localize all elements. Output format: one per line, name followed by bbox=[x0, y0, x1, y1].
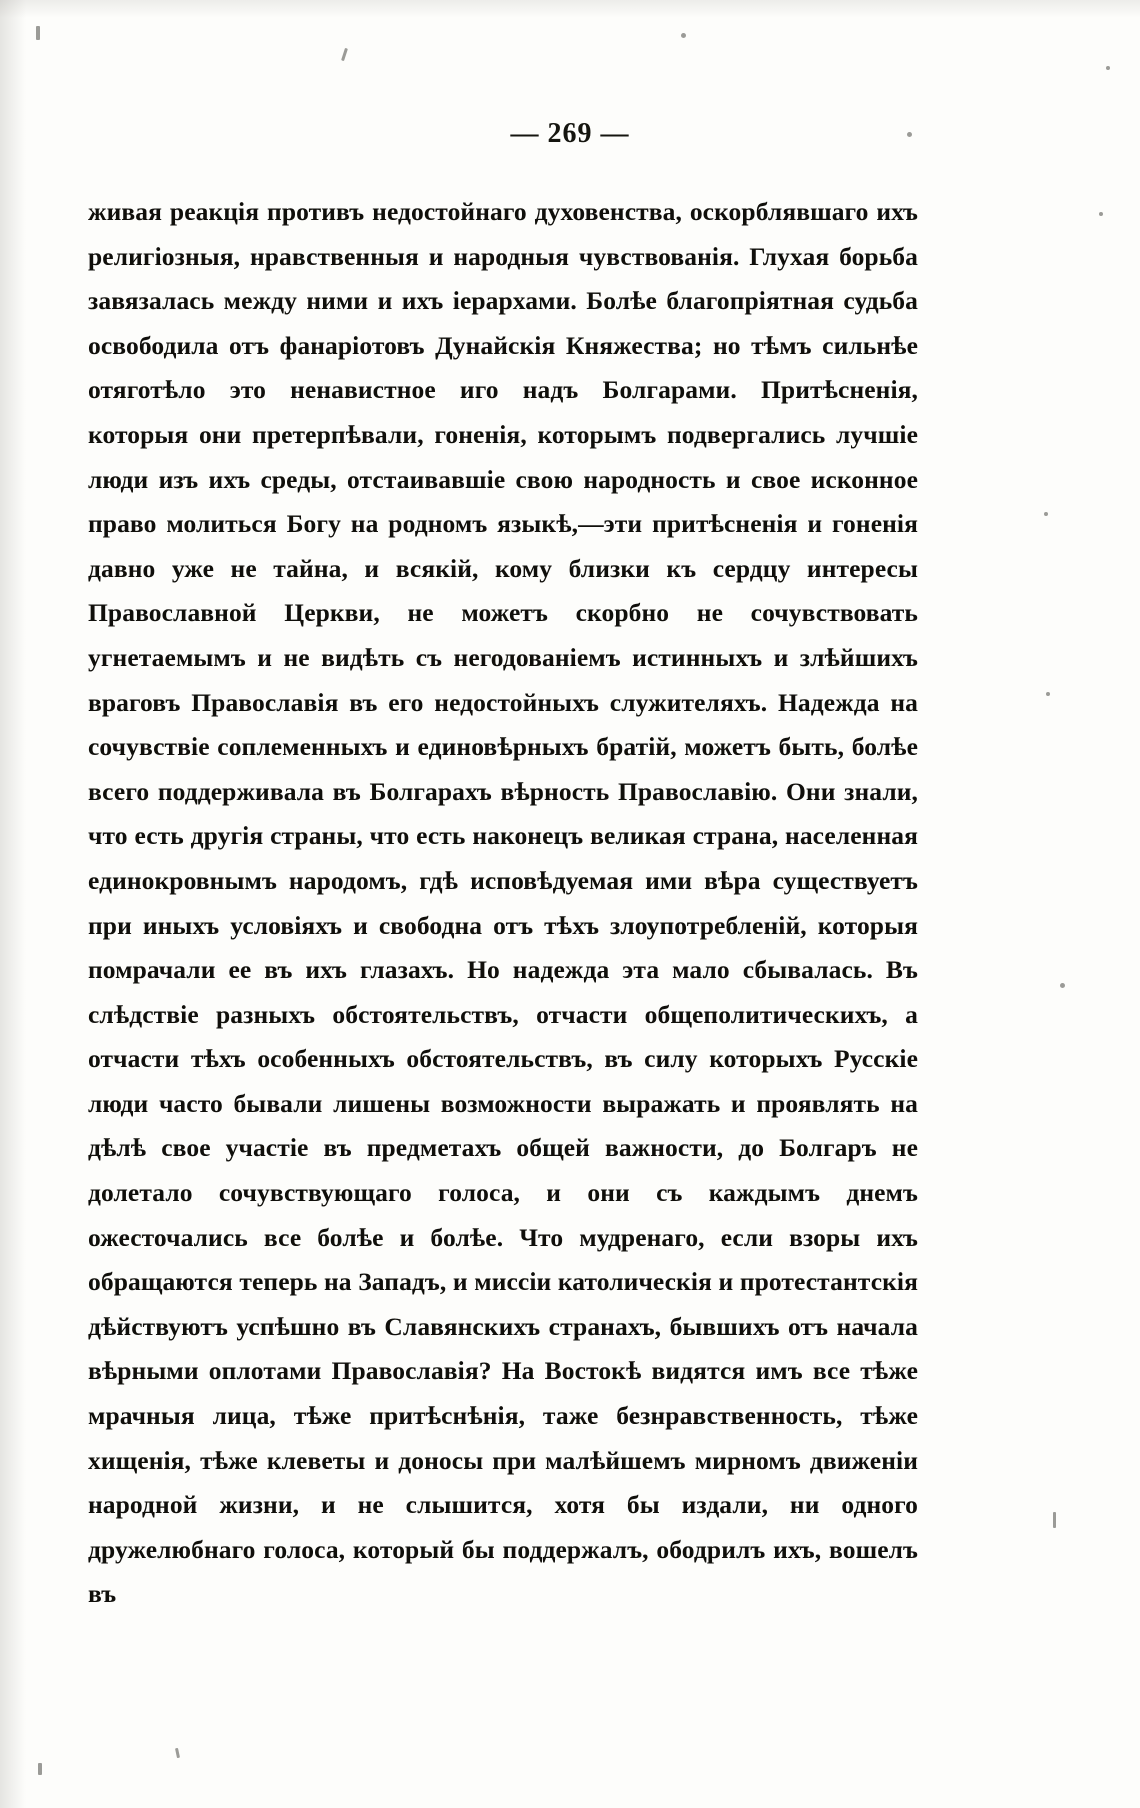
page-body-text bbox=[88, 190, 918, 1617]
scan-speck bbox=[1053, 1512, 1056, 1528]
page-edge-shading-left bbox=[0, 0, 26, 1808]
scan-speck bbox=[1044, 512, 1048, 516]
body-paragraph: живая реакція противъ недостойнаго духовенства, оскорблявшаго ихъ религіозныя, нравственныя и народныя чувствованія. Глухая борьба завязалась между ними и ихъ іерархами. Болѣе благопріятная судьба освободила отъ фанаріотовъ Дунайскія Княжества; но тѣмъ сильнѣе отяготѣло это ненавистное иго надъ Болгарами. Притѣсненія, которыя они претерпѣвали, гоненія, которымъ подвергались лучшіе люди изъ ихъ среды, отстаивавшіе свою народность и свое исконное право молиться Богу на родномъ языкѣ,—эти притѣсненія и гоненія давно уже не тайна, и всякій, кому близки къ сердцу интересы Православной Церкви, не можетъ скорбно не сочувствовать угнетаемымъ и не видѣть съ негодованіемъ истинныхъ и злѣйшихъ враговъ Православія въ его недостойныхъ служителяхъ. Надежда на сочувствіе соплеменныхъ и единовѣрныхъ братій, можетъ быть, болѣе всего поддерживала въ Болгарахъ вѣрность Православію. Они знали, что есть другія страны, что есть наконецъ великая страна, населенная единокровнымъ народомъ, гдѣ исповѣдуемая ими вѣра существуетъ при иныхъ условіяхъ и свободна отъ тѣхъ злоупотребленій, которыя помрачали ее въ ихъ глазахъ. Но надежда эта мало сбывалась. Въ слѣдствіе разныхъ обстоятельствъ, отчасти общеполитическихъ, а отчасти тѣхъ особенныхъ обстоятельствъ, въ силу которыхъ Русскіе люди часто бывали лишены возможности выражать и проявлять на дѣлѣ свое участіе въ предметахъ общей важности, до Болгаръ не долетало сочувствующаго голоса, и они съ каждымъ днемъ ожесточались все болѣе и болѣе. Что мудренаго, если взоры ихъ обращаются теперь на Западъ, и миссіи католическія и протестантскія дѣйствуютъ успѣшно въ Славянскихъ странахъ, бывшихъ отъ начала вѣрными оплотами Православія? На Востокѣ видятся имъ все тѣже мрачныя лица, тѣже притѣснѣнія, таже безнравственность, тѣже хищенія, тѣже клеветы и доносы при малѣйшемъ мирномъ движеніи народной жизни, и не слышится, хотя бы издали, ни одного дружелюбнаго голоса, который бы поддержалъ, ободрилъ ихъ, вошелъ въ bbox=[88, 197, 918, 1609]
scan-speck bbox=[1046, 692, 1050, 696]
scan-speck bbox=[1099, 212, 1103, 216]
page-edge-shading-top bbox=[0, 0, 1140, 18]
scan-speck bbox=[1060, 983, 1065, 988]
scan-speck bbox=[1106, 66, 1110, 70]
scan-speck bbox=[38, 1763, 42, 1775]
scan-speck bbox=[175, 1748, 180, 1758]
scan-speck bbox=[341, 48, 348, 61]
scan-speck bbox=[681, 33, 686, 38]
page-number: — 269 — bbox=[510, 118, 630, 149]
scan-speck bbox=[36, 26, 40, 40]
